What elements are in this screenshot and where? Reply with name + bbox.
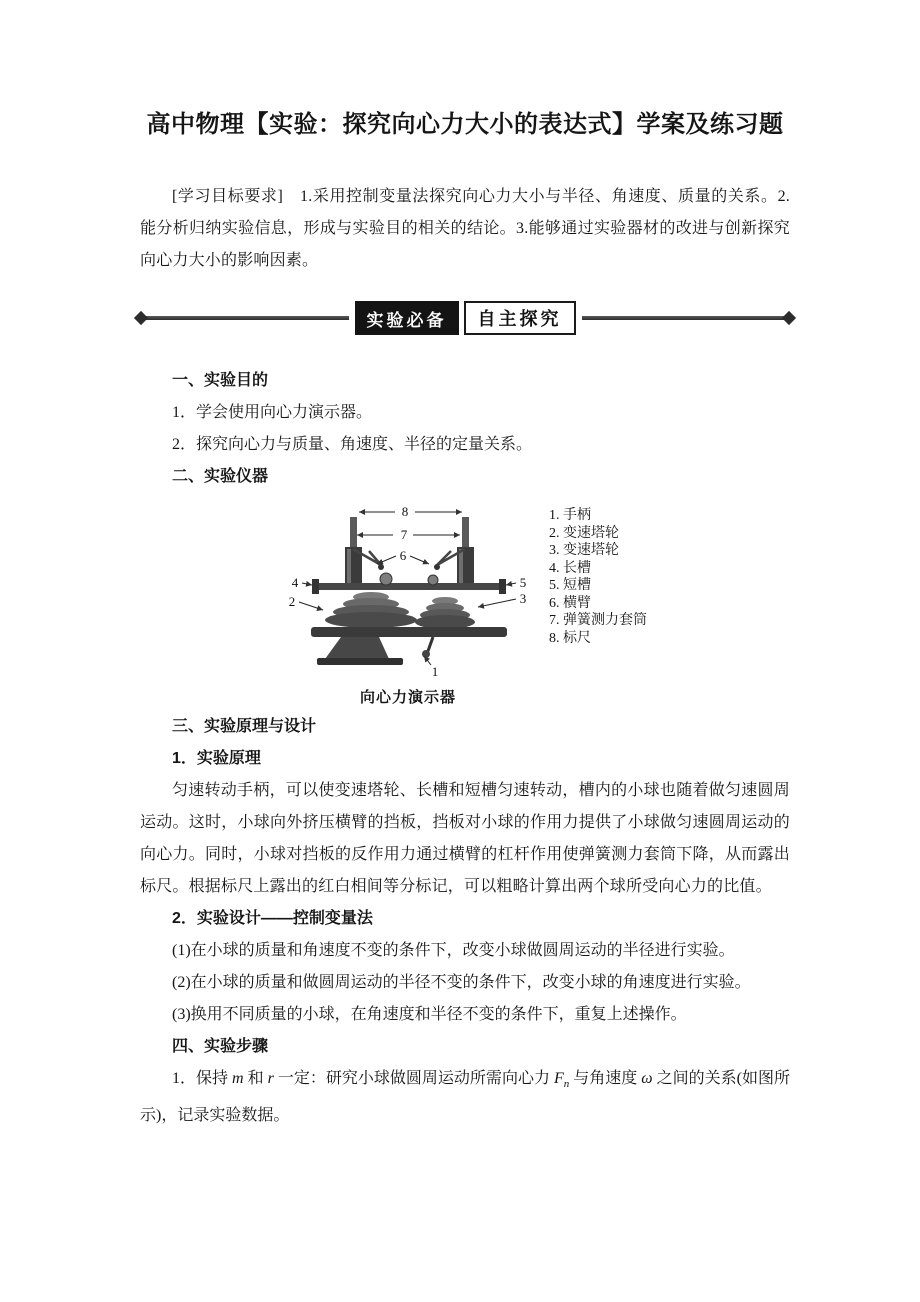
legend-item: 3. 变速塔轮: [549, 543, 619, 558]
banner-badge-dark: 实验必备: [355, 301, 459, 335]
section-3-sub-2: 2．实验设计——控制变量法: [172, 910, 373, 927]
base: [311, 627, 507, 665]
section-1-heading: 一、实验目的: [172, 372, 269, 389]
objectives-paragraph: [学习目标要求] 1.采用控制变量法探究向心力大小与半径、角速度、质量的关系。2.能分析归纳实验信息，形成与实验目的相关的结论。3.能够通过实验器材的改进与创新探究向心力大小的影响因素。: [140, 188, 790, 269]
banner-rule-left: [140, 316, 349, 320]
section-4-heading: 四、实验步骤: [172, 1038, 269, 1055]
callout-2: 2: [288, 594, 296, 609]
apparatus-drawing-wrap: [283, 501, 533, 707]
legend-item: 6. 横臂: [549, 595, 591, 611]
arm-pivot-right: [434, 564, 440, 570]
callout-7: 7: [400, 527, 408, 542]
legend-item: 5. 短槽: [549, 578, 591, 593]
legend-item: 4. 长槽: [549, 560, 591, 576]
callout-4: 4: [291, 575, 299, 590]
legend-item: 2. 变速塔轮: [549, 525, 619, 541]
ball-right: [428, 575, 438, 585]
section-1-item-1: 1．学会使用向心力演示器。: [172, 404, 373, 421]
section-3-heading: 三、实验原理与设计: [172, 718, 317, 735]
arm-pivot-left: [378, 564, 384, 570]
crank-handle: [422, 637, 433, 658]
design-item-2: (2)在小球的质量和做圆周运动的半径不变的条件下，改变小球的角速度进行实验。: [172, 974, 751, 991]
legend-item: 8. 标尺: [549, 630, 591, 646]
diamond-icon: [782, 311, 796, 325]
callout-5: 5: [519, 575, 527, 590]
ball-left: [380, 573, 392, 585]
callout-1: 1: [431, 664, 439, 679]
var-F-letter: F: [553, 1070, 564, 1087]
apparatus-drawing: [283, 501, 533, 679]
step-1-text: 与角速度: [569, 1070, 642, 1087]
var-F-subscript: n: [563, 1078, 570, 1091]
step-1-paragraph: [140, 1063, 790, 1132]
figure-legend: [549, 507, 647, 647]
legend-item: 1. 手柄: [549, 508, 591, 523]
diamond-icon: [134, 311, 148, 325]
apparatus-figure: [140, 501, 790, 707]
tower-wheel-left: [325, 592, 417, 628]
callout-6: 6: [399, 548, 407, 563]
callout-3: 3: [519, 591, 527, 606]
design-item-3: (3)换用不同质量的小球，在角速度和半径不变的条件下，重复上述操作。: [172, 1006, 687, 1023]
cross-arms: [353, 549, 465, 565]
var-m: m: [232, 1070, 244, 1087]
step-1-text: 之间的关系(如图所示)，记录实验数据。: [140, 1070, 790, 1125]
step-1-text: 1．保持: [172, 1070, 233, 1087]
banner-rule-right: [582, 316, 791, 320]
section-2-heading: 二、实验仪器: [172, 468, 269, 485]
legend-item: 7. 弹簧测力套筒: [549, 613, 647, 628]
banner-badge-light: 自主探究: [464, 301, 576, 335]
section-banner: [140, 303, 790, 333]
page-title: 高中物理【实验：探究向心力大小的表达式】学案及练习题: [146, 112, 784, 138]
banner-badges: [355, 301, 576, 335]
var-F: [553, 1070, 570, 1091]
section-1-item-2: 2．探究向心力与质量、角速度、半径的定量关系。: [172, 436, 533, 453]
step-1-text: 一定：研究小球做圆周运动所需向心力: [273, 1070, 554, 1087]
design-item-1: (1)在小球的质量和角速度不变的条件下，改变小球做圆周运动的半径进行实验。: [172, 942, 735, 959]
slot-bar: [312, 579, 506, 594]
figure-caption: 向心力演示器: [359, 690, 456, 706]
spring-sleeves: [345, 547, 474, 585]
callout-numbers: [289, 504, 527, 679]
callout-8: 8: [401, 504, 409, 519]
step-1-text: 和: [243, 1070, 268, 1087]
var-r: r: [267, 1070, 274, 1087]
var-omega: ω: [641, 1070, 653, 1087]
principle-paragraph: 匀速转动手柄，可以使变速塔轮、长槽和短槽匀速转动，槽内的小球也随着做匀速圆周运动。这时，小球向外挤压横臂的挡板，挡板对小球的作用力提供了小球做匀速圆周运动的向心力。同时，小球对挡板的反作用力通过横臂的杠杆作用使弹簧测力套筒下降，从而露出标尺。根据标尺上露出的红白相间等分标记，可以粗略计算出两个球所受向心力的比值。: [140, 782, 790, 895]
section-3-sub-1: 1．实验原理: [172, 750, 261, 767]
tower-wheel-right: [415, 597, 475, 629]
